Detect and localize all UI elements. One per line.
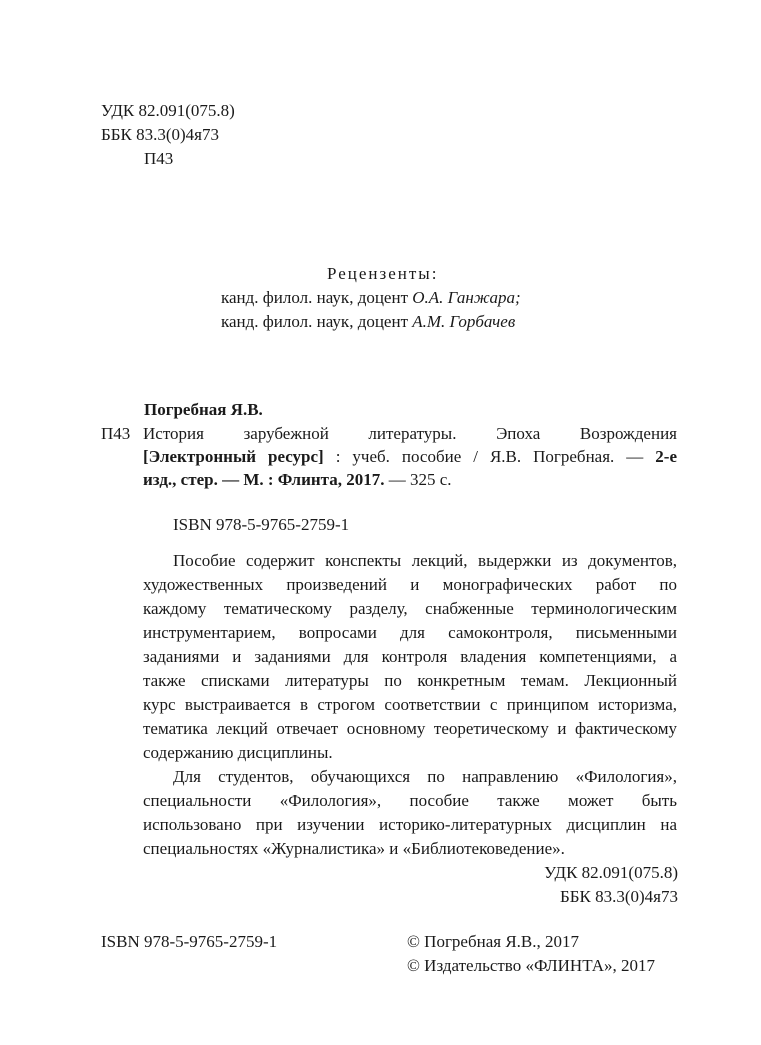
reviewer-1-name: О.А. Ганжара; [412, 288, 521, 307]
annotation-line: художественных произведений и монографических работ по [143, 575, 677, 594]
book-title-line: История зарубежной литературы. Эпоха Возрождения [143, 424, 677, 443]
imprint: изд., стер. — М. : Флинта, 2017. [143, 470, 385, 489]
book-resource-line [143, 446, 677, 468]
annotation-line: Для студентов, обучающихся по направлению «Филология», [173, 767, 677, 786]
udk-code: УДК 82.091(075.8) [101, 101, 235, 120]
annotation-line: использовано при изучении историко-литературных дисциплин на [143, 815, 677, 834]
book-imprint-line [143, 469, 452, 491]
footer-isbn: ISBN 978-5-9765-2759-1 [101, 932, 278, 951]
isbn-line: ISBN 978-5-9765-2759-1 [173, 515, 350, 534]
reviewer-2-name: А.М. Горбачев [412, 312, 516, 331]
reviewer-2 [221, 311, 515, 333]
annotation-line: Пособие содержит конспекты лекций, выдержки из документов, [173, 551, 677, 570]
copyright-publisher: © Издательство «ФЛИНТА», 2017 [407, 956, 656, 975]
reviewer-1 [221, 287, 521, 309]
edition-number: 2-е [655, 447, 678, 466]
annotation-line: содержанию дисциплины. [143, 743, 333, 762]
author-mark: П43 [144, 149, 174, 168]
annotation-line: курс выстраивается в строгом соответствии с принципом историзма, [143, 695, 677, 714]
resource-desc: : учеб. пособие / Я.В. Погребная. — [335, 447, 644, 466]
reviewer-2-title: канд. филол. наук, доцент [221, 312, 413, 331]
page-count: — 325 с. [388, 470, 452, 489]
reviewers-heading: Рецензенты: [327, 264, 439, 283]
annotation-line: заданиями и заданиями для контроля владения компетенциями, а [143, 647, 677, 666]
bbk-code: ББК 83.3(0)4я73 [101, 125, 220, 144]
annotation-line: специальности «Филология», пособие также может быть [143, 791, 677, 810]
annotation-line: каждому тематическому разделу, снабженные терминологическим [143, 599, 677, 618]
author-heading: Погребная Я.В. [144, 400, 263, 419]
reviewer-1-title: канд. филол. наук, доцент [221, 288, 413, 307]
bib-author-mark: П43 [101, 424, 131, 443]
annotation-line: также списками литературы по конкретным темам. Лекционный [143, 671, 677, 690]
annotation-udk: УДК 82.091(075.8) [544, 863, 678, 882]
copyright-author: © Погребная Я.В., 2017 [407, 932, 580, 951]
annotation-line: тематика лекций отвечает основному теоретическому и фактическому [143, 719, 677, 738]
annotation-line: специальностях «Журналистика» и «Библиотековедение». [143, 839, 565, 858]
annotation-line: инструментарием, вопросами для самоконтроля, письменными [143, 623, 677, 642]
resource-type: [Электронный ресурс] [143, 447, 324, 466]
annotation-bbk: ББК 83.3(0)4я73 [559, 887, 678, 906]
